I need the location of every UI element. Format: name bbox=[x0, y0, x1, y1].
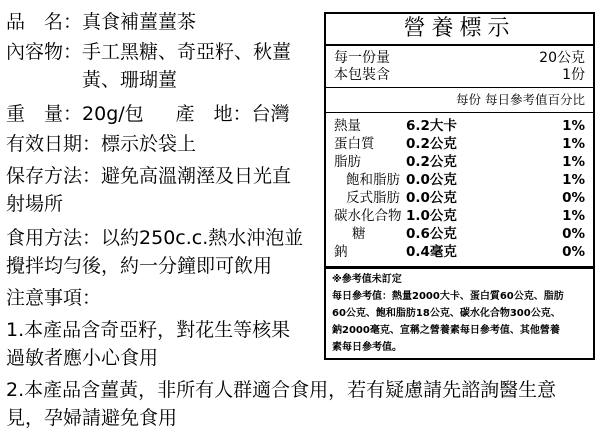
nutrient-name: 飽和脂肪 bbox=[346, 172, 400, 188]
nutrient-percent: 1% bbox=[562, 136, 585, 152]
nutrient-percent: 1% bbox=[562, 154, 585, 170]
nutrient-row-energy bbox=[334, 118, 585, 134]
ingredients-line1: 手工黑糖、奇亞籽、秋薑 bbox=[82, 41, 292, 63]
servings-per-pack-value: 1份 bbox=[562, 67, 585, 83]
ingredients-row bbox=[6, 40, 291, 64]
nutrition-title: 營養標示 bbox=[326, 14, 593, 46]
origin-value: 台灣 bbox=[251, 103, 290, 125]
nutrient-name: 脂肪 bbox=[334, 154, 361, 170]
nutrient-name: 蛋白質 bbox=[334, 136, 375, 152]
nutrient-amount: 1.0公克 bbox=[406, 208, 457, 224]
nutrient-amount: 0.6公克 bbox=[406, 226, 457, 242]
storage-line2: 射場所 bbox=[6, 193, 64, 215]
reference-note-line4: 鈉2000毫克、宣稱之營養素每日參考值、其他營養 bbox=[332, 325, 560, 336]
expiry-value: 標示於袋上 bbox=[101, 133, 197, 155]
nutrient-amount: 0.2公克 bbox=[406, 136, 457, 152]
nutrient-name: 碳水化合物 bbox=[334, 208, 402, 224]
reference-note-line2: 每日參考值：熱量2000大卡、蛋白質60公克、脂肪 bbox=[332, 291, 564, 302]
nutrient-row-sugar bbox=[334, 226, 585, 242]
nutrient-name: 反式脂肪 bbox=[346, 190, 400, 206]
nutrient-amount: 0.0公克 bbox=[406, 172, 457, 188]
expiry-label: 有效日期： bbox=[6, 133, 102, 155]
weight-origin-row bbox=[6, 102, 290, 126]
storage-line1: 避免高溫潮溼及日光直 bbox=[101, 165, 292, 187]
nutrient-name: 鈉 bbox=[334, 244, 348, 260]
serving-size-row bbox=[334, 50, 585, 66]
note1-line2: 過敏者應小心食用 bbox=[6, 347, 159, 369]
notes-label: 注意事項： bbox=[6, 287, 102, 309]
note1-line1: 1.本產品含奇亞籽，對花生等核果 bbox=[6, 319, 291, 341]
note2-line2: 見，孕婦請避免食用 bbox=[6, 407, 178, 429]
nutrient-percent: 1% bbox=[562, 118, 585, 134]
usage-line1: 以約250c.c.熱水沖泡並 bbox=[101, 227, 304, 249]
nutrient-percent: 0% bbox=[562, 244, 585, 260]
ingredients-line2: 黃、珊瑚薑 bbox=[82, 69, 178, 91]
nutrient-row-fat bbox=[334, 154, 585, 170]
nutrient-amount: 6.2大卡 bbox=[406, 118, 457, 134]
storage-label: 保存方法： bbox=[6, 165, 102, 187]
nutrient-row-trans-fat bbox=[334, 190, 585, 206]
divider bbox=[326, 87, 593, 88]
reference-note-line1: ※參考值未訂定 bbox=[332, 274, 402, 285]
note2-line1: 2.本產品含薑黃，非所有人群適合食用，若有疑慮請先諮詢醫生意 bbox=[6, 379, 557, 401]
usage-label: 食用方法： bbox=[6, 227, 102, 249]
servings-per-pack-row bbox=[334, 67, 585, 83]
usage-row bbox=[6, 226, 303, 250]
reference-note-line3: 60公克、飽和脂肪18公克、碳水化合物300公克、 bbox=[332, 308, 561, 319]
origin-label: 產 地： bbox=[175, 103, 252, 125]
product-name-label: 品 名： bbox=[6, 11, 83, 33]
nutrient-name: 熱量 bbox=[334, 118, 361, 134]
reference-note-line5: 素每日參考值。 bbox=[332, 342, 402, 353]
product-name-value: 真食補薑薑茶 bbox=[82, 11, 197, 33]
nutrient-row-protein bbox=[334, 136, 585, 152]
servings-per-pack-label: 本包裝含 bbox=[334, 67, 390, 83]
divider bbox=[326, 112, 593, 113]
nutrition-facts-panel bbox=[324, 12, 595, 360]
column-header: 每份 每日參考值百分比 bbox=[456, 92, 585, 107]
nutrient-row-saturated-fat bbox=[334, 172, 585, 188]
storage-row bbox=[6, 164, 291, 188]
nutrient-percent: 1% bbox=[562, 172, 585, 188]
nutrient-amount: 0.0公克 bbox=[406, 190, 457, 206]
weight-label: 重 量： bbox=[6, 103, 83, 125]
nutrient-name: 糖 bbox=[352, 226, 366, 242]
serving-size-label: 每一份量 bbox=[334, 50, 390, 66]
nutrient-percent: 1% bbox=[562, 208, 585, 224]
ingredients-label: 內容物： bbox=[6, 41, 83, 63]
nutrient-percent: 0% bbox=[562, 226, 585, 242]
serving-size-value: 20公克 bbox=[539, 50, 585, 66]
nutrient-amount: 0.2公克 bbox=[406, 154, 457, 170]
expiry-row bbox=[6, 132, 196, 156]
divider bbox=[326, 266, 593, 269]
nutrient-row-carbohydrate bbox=[334, 208, 585, 224]
weight-value: 20g/包 bbox=[82, 103, 144, 125]
usage-line2: 攪拌均勻後，約一分鐘即可飲用 bbox=[6, 255, 273, 277]
product-name-row bbox=[6, 10, 196, 34]
nutrient-percent: 0% bbox=[562, 190, 585, 206]
nutrient-amount: 0.4毫克 bbox=[406, 244, 457, 260]
nutrient-row-sodium bbox=[334, 244, 585, 260]
